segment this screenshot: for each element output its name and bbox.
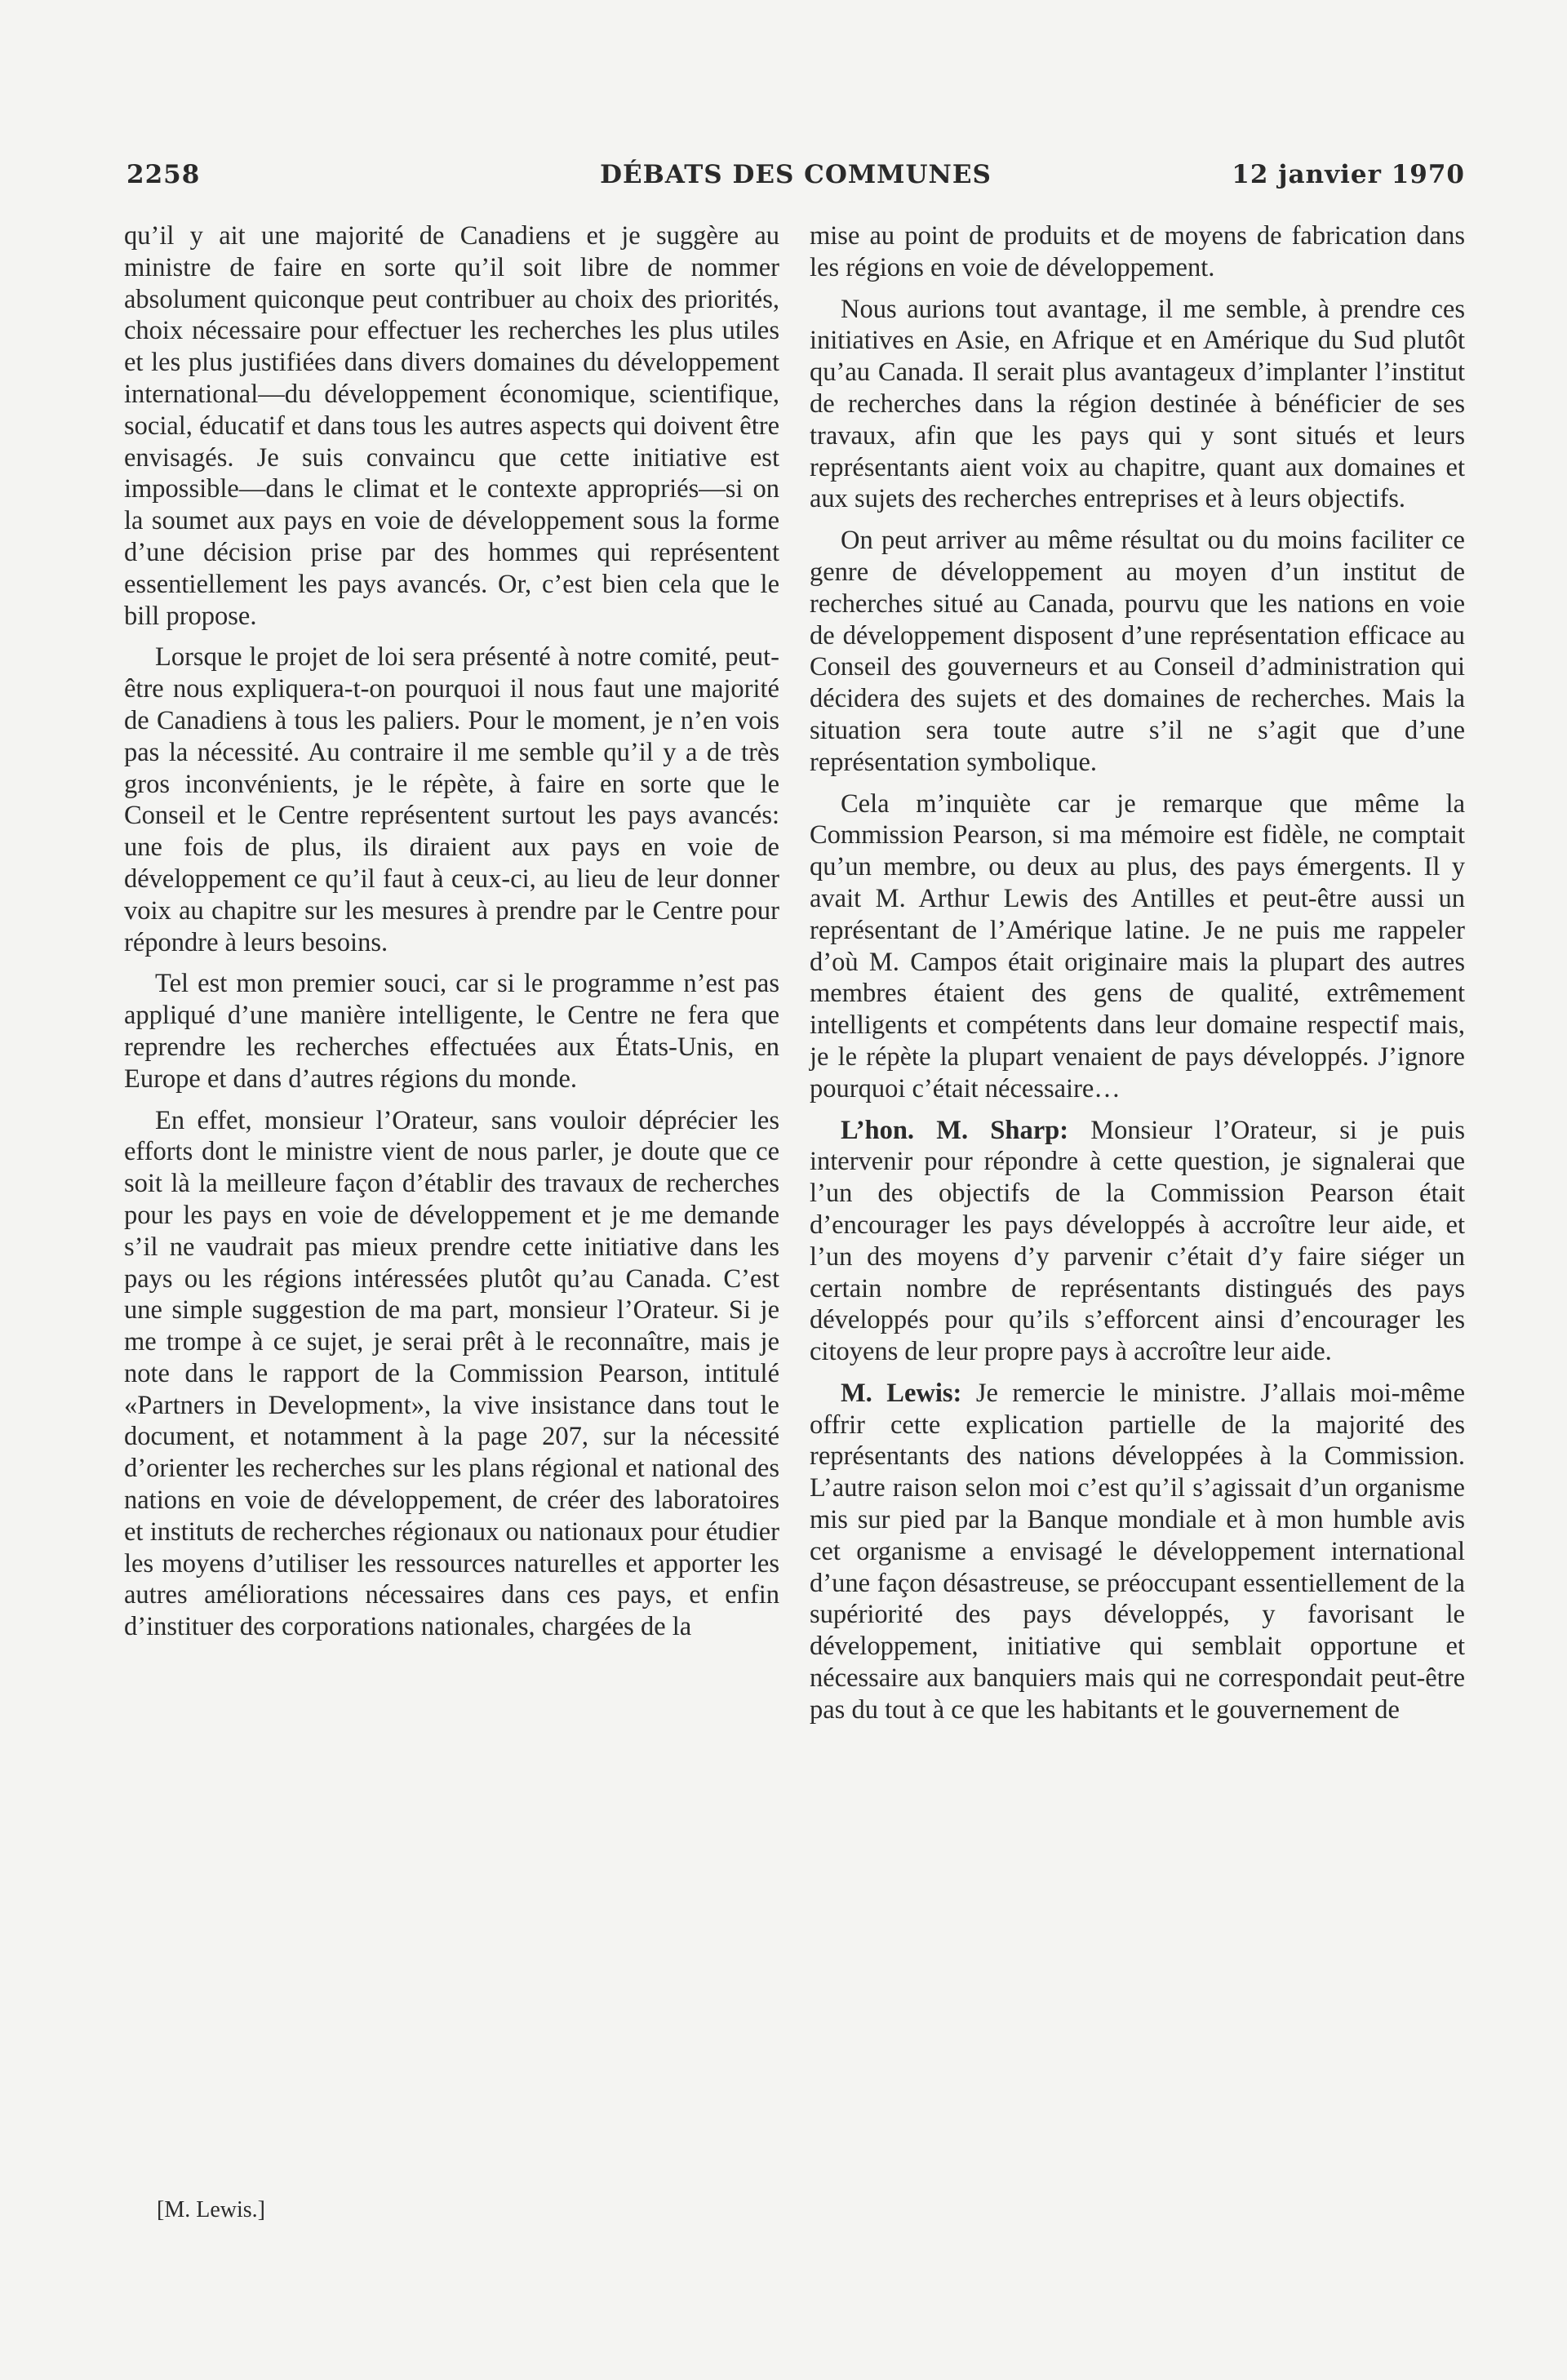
speech-sharp [810,1115,1465,1368]
paragraph: Cela m’inquiète car je remarque que même la Commission Pearson, si ma mémoire est fidèle, ne comptait qu’un membre, ou deux au plus, des pays émergents. Il y avait M. Arthur Lewis des Antilles et peut-être aussi un représentant de l’Amérique latine. Je ne puis me rappeler d’où M. Campos était originaire mais la plupart des autres membres étaient des gens de qualité, extrêmement intelligents et compétents dans leur domaine respectif mais, je le répète la plupart venaient de pays développés. J’ignore pourquoi c’était nécessaire… [810,788,1465,1103]
paragraph: On peut arriver au même résultat ou du moins faciliter ce genre de développement au moyen d’un institut de recherches situé au Canada, pourvu que les nations en voie de développement disposent d’une représentation efficace au Conseil des gouverneurs et au Conseil d’administration qui décidera des sujets et des domaines de recherches. Mais la situation sera toute autre s’il ne s’agit que d’une représentation symbolique. [810,526,1465,777]
speech-lewis [810,1378,1465,1726]
speech-text: Je remercie le ministre. J’allais moi-même offrir cette explication partielle de la majorité des représentants des nations développées à la Commission. L’autre raison selon moi c’est qu’il s’agissait d’un organisme mis sur pied par la Banque mondiale et à mon humble avis cet organisme a envisagé le développement international d’une façon désastreuse, se préoccupant essentiellement de la supériorité des pays développés, y favorisant le développement, initiative qui semblait opportune et nécessaire aux banquiers mais qui ne correspondait peut-être pas du tout à ce que les habitants et le gouvernement de [810,1378,1466,1725]
paragraph: Lorsque le projet de loi sera présenté à notre comité, peut-être nous expliquera-t-on pourquoi il nous faut une majorité de Canadiens à tous les paliers. Pour le moment, je n’en vois pas la nécessité. Au contraire il me semble qu’il y a de très gros inconvénients, je le répète, à faire en sorte que le Conseil et le Centre représentent surtout les pays avancés: une fois de plus, ils diraient aux pays en voie de développement ce qu’il faut à ceux-ci, au lieu de leur donner voix au chapitre sur les mesures à prendre par le Centre pour répondre à leurs besoins. [124,642,779,957]
page-number: 2258 [127,160,201,189]
paragraph: Nous aurions tout avantage, il me semble, à prendre ces initiatives en Asie, en Afrique et en Amérique du Sud plutôt qu’au Canada. Il serait plus avantageux d’implanter l’institut de recherches dans la région destinée à bénéficier de ses travaux, afin que les pays qui y sont situés et leurs représentants aient voix au chapitre, quant aux domaines et aux sujets des recherches entreprises et à leurs objectifs. [810,294,1465,514]
page-date: 12 janvier 1970 [1232,160,1465,189]
left-column [124,220,779,1653]
speaker-name: L’hon. M. Sharp: [841,1115,1069,1145]
right-column [810,220,1465,1736]
publication-title: DÉBATS DES COMMUNES [600,160,992,189]
paragraph: qu’il y ait une majorité de Canadiens et je suggère au ministre de faire en sorte qu’il soit libre de nommer absolument quiconque peut contribuer au choix des priorités, choix nécessaire pour effectuer les recherches les plus utiles et les plus justifiées dans divers domaines du développement international—du développement économique, scientifique, social, éducatif et dans tous les autres aspects qui doivent être envisagés. Je suis convaincu que cette initiative est impossible—dans le climat et le contexte appropriés—si on la soumet aux pays en voie de développement sous la forme d’une décision prise par des hommes qui représentent essentiellement les pays avancés. Or, c’est bien cela que le bill propose. [124,221,779,631]
speaker-name: M. Lewis: [841,1378,962,1408]
paragraph: En effet, monsieur l’Orateur, sans vouloir déprécier les efforts dont le ministre vient de nous parler, je doute que ce soit là la meilleure façon d’établir des travaux de recherches pour les pays en voie de développement et je me demande s’il ne vaudrait pas mieux prendre cette initiative dans les pays ou les régions intéressées plutôt qu’au Canada. C’est une simple suggestion de ma part, monsieur l’Orateur. Si je me trompe à ce sujet, je serai prêt à le reconnaître, mais je note dans le rapport de la Commission Pearson, intitulé «Partners in Development», la vive insistance dans tout le document, et notamment à la page 207, sur la nécessité d’orienter les recherches sur les plans régional et national des nations en voie de développement, de créer des laboratoires et instituts de recherches régionaux ou nationaux pour étudier les moyens d’utiliser les ressources naturelles et apporter les autres améliorations nécessaires dans ces pays, et enfin d’instituer des corporations nationales, chargées de la [124,1105,779,1642]
page-header [127,160,1465,193]
paragraph: mise au point de produits et de moyens de fabrication dans les régions en voie de développement. [810,221,1465,282]
speaker-footer-note: [M. Lewis.] [157,2197,265,2222]
paragraph: Tel est mon premier souci, car si le programme n’est pas appliqué d’une manière intelligente, le Centre ne fera que reprendre les recherches effectuées aux États-Unis, en Europe et dans d’autres régions du monde. [124,969,779,1094]
speech-text: Monsieur l’Orateur, si je puis intervenir pour répondre à cette question, je signalerai que l’un des objectifs de la Commission Pearson était d’encourager les pays développés à accroître leur aide, et l’un des moyens d’y parvenir c’était d’y faire siéger un certain nombre de représentants distingués des pays développés pour qu’ils s’efforcent ainsi d’encourager les citoyens de leur propre pays à accroître leur aide. [810,1115,1465,1367]
